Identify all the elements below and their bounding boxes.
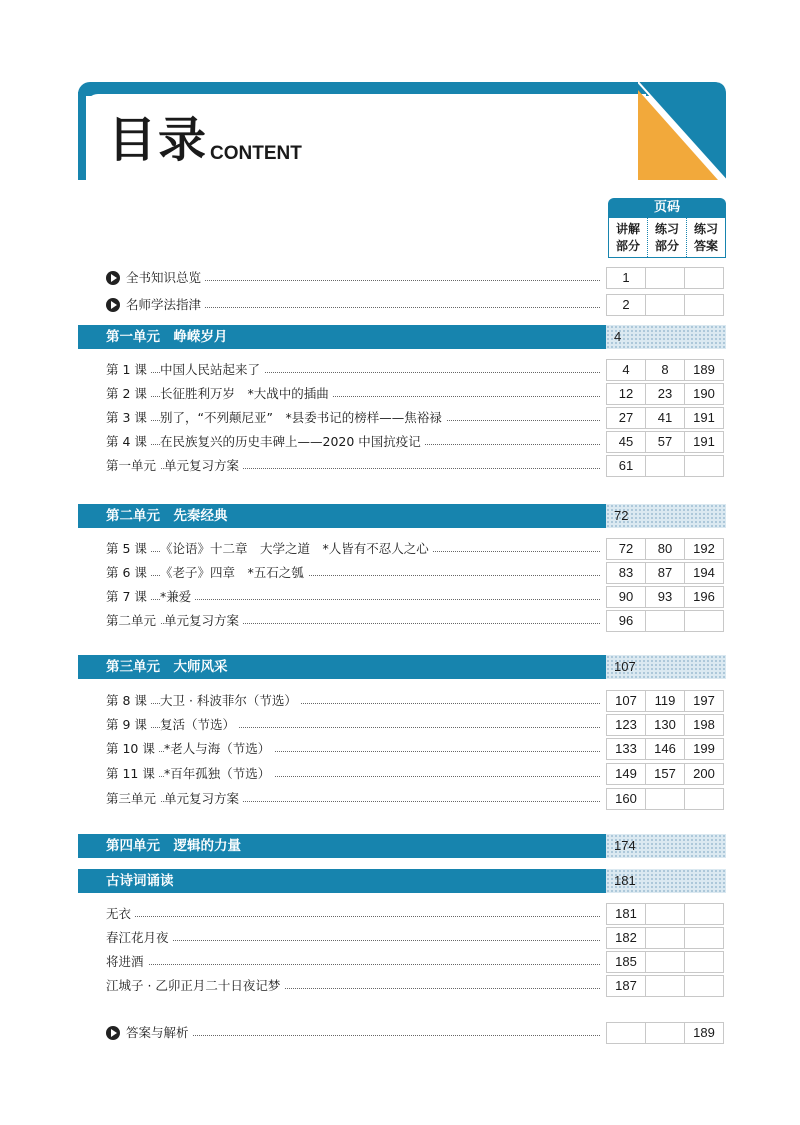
page-lecture: 1 bbox=[607, 268, 646, 288]
page-cells bbox=[606, 738, 724, 760]
page-answer: 189 bbox=[693, 1025, 715, 1040]
page-cells bbox=[606, 763, 724, 785]
lesson-number: 第 3 课 bbox=[106, 409, 151, 427]
toc-row[interactable] bbox=[78, 975, 726, 997]
dot-leader bbox=[138, 307, 600, 308]
lesson-title: 复活（节选） bbox=[160, 716, 239, 734]
poem-title: 江城子 · 乙卯正月二十日夜记梦 bbox=[106, 977, 284, 995]
toc-row[interactable] bbox=[78, 927, 726, 949]
page-practice: 119 bbox=[646, 691, 685, 711]
page-lecture: 83 bbox=[607, 563, 646, 583]
play-bullet-icon bbox=[106, 1026, 120, 1040]
unit-title: 第四单元 逻辑的力量 bbox=[78, 834, 606, 858]
poem-title: 无衣 bbox=[106, 905, 135, 923]
unit-page: 181 bbox=[606, 869, 726, 893]
page-number-header bbox=[608, 198, 726, 258]
unit-header-3[interactable] bbox=[78, 655, 726, 679]
lesson-title: 大卫 · 科波菲尔（节选） bbox=[160, 692, 301, 710]
unit-header-2[interactable] bbox=[78, 504, 726, 528]
toc-row[interactable] bbox=[78, 562, 726, 584]
page-cells bbox=[606, 1022, 724, 1044]
unit-title: 古诗词诵读 bbox=[78, 869, 606, 893]
page-lecture: 133 bbox=[607, 739, 646, 759]
dot-leader bbox=[108, 916, 600, 917]
lesson-title: 别了，“不列颠尼亚” *县委书记的榜样——焦裕禄 bbox=[160, 409, 446, 427]
toc-row[interactable] bbox=[78, 267, 726, 289]
lesson-title: 《论语》十二章 大学之道 *人皆有不忍人之心 bbox=[160, 540, 433, 558]
lesson-number: 第 6 课 bbox=[106, 564, 151, 582]
unit-page: 174 bbox=[606, 834, 726, 858]
page-lecture: 182 bbox=[607, 928, 646, 948]
page-practice bbox=[646, 789, 685, 809]
page-subtitle: CONTENT bbox=[210, 143, 302, 164]
toc-row[interactable] bbox=[78, 586, 726, 608]
page-lecture: 12 bbox=[607, 384, 646, 404]
page-lecture: 149 bbox=[607, 764, 646, 784]
lesson-number: 第 2 课 bbox=[106, 385, 151, 403]
page-cells bbox=[606, 562, 724, 584]
page-practice bbox=[646, 904, 685, 924]
toc-row[interactable] bbox=[78, 455, 726, 477]
lesson-title: 长征胜利万岁 *大战中的插曲 bbox=[160, 385, 333, 403]
lesson-title: *兼爱 bbox=[160, 588, 195, 606]
toc-row[interactable] bbox=[78, 359, 726, 381]
page-number-title: 页码 bbox=[608, 198, 726, 218]
poem-title: 春江花月夜 bbox=[106, 929, 173, 947]
page-answer: 192 bbox=[693, 541, 715, 556]
page-practice bbox=[646, 268, 685, 288]
page-practice: 57 bbox=[646, 432, 685, 452]
col-practice: 练习 部分 bbox=[648, 218, 687, 257]
toc-row[interactable] bbox=[78, 690, 726, 712]
dot-leader bbox=[108, 940, 600, 941]
dot-leader bbox=[108, 964, 600, 965]
page-cells bbox=[606, 903, 724, 925]
toc-row[interactable] bbox=[78, 951, 726, 973]
page-cells bbox=[606, 431, 724, 453]
page-answer bbox=[685, 295, 723, 315]
unit-title: 第一单元 峥嵘岁月 bbox=[78, 325, 606, 349]
unit-page: 4 bbox=[606, 325, 726, 349]
toc-label: 全书知识总览 bbox=[126, 269, 205, 287]
page-answer: 200 bbox=[693, 766, 715, 781]
page-practice: 41 bbox=[646, 408, 685, 428]
unit-header-1[interactable] bbox=[78, 325, 726, 349]
unit-page: 107 bbox=[606, 655, 726, 679]
page-answer: 194 bbox=[693, 565, 715, 580]
lesson-number: 第二单元 bbox=[106, 612, 160, 630]
toc-row[interactable] bbox=[78, 407, 726, 429]
lesson-title: *老人与海（节选） bbox=[164, 740, 274, 758]
page-lecture: 187 bbox=[607, 976, 646, 996]
page-practice: 23 bbox=[646, 384, 685, 404]
lesson-title: 中国人民站起来了 bbox=[160, 361, 264, 379]
toc-row[interactable] bbox=[78, 903, 726, 925]
page-practice: 80 bbox=[646, 539, 685, 559]
page-practice: 8 bbox=[646, 360, 685, 380]
page-lecture: 45 bbox=[607, 432, 646, 452]
dot-leader bbox=[138, 1035, 600, 1036]
page-practice bbox=[646, 456, 685, 476]
play-bullet-icon bbox=[106, 298, 120, 312]
page-answer bbox=[685, 952, 723, 972]
toc-row[interactable] bbox=[78, 1022, 726, 1044]
page-cells bbox=[606, 610, 724, 632]
page-cells bbox=[606, 951, 724, 973]
page-answer: 197 bbox=[693, 693, 715, 708]
lesson-title: 单元复习方案 bbox=[164, 790, 243, 808]
page-lecture: 123 bbox=[607, 715, 646, 735]
poem-title: 将进酒 bbox=[106, 953, 148, 971]
lesson-number: 第 5 课 bbox=[106, 540, 151, 558]
page-answer bbox=[685, 611, 723, 631]
page-lecture: 27 bbox=[607, 408, 646, 428]
lesson-title: 单元复习方案 bbox=[164, 457, 243, 475]
dot-leader bbox=[138, 280, 600, 281]
unit-header-poems[interactable] bbox=[78, 869, 726, 893]
toc-row[interactable] bbox=[78, 431, 726, 453]
page-practice: 146 bbox=[646, 739, 685, 759]
page-answer: 189 bbox=[693, 362, 715, 377]
lesson-number: 第 8 课 bbox=[106, 692, 151, 710]
col-answers: 练习 答案 bbox=[693, 222, 718, 253]
page-cells bbox=[606, 267, 724, 289]
page-answer: 190 bbox=[693, 386, 715, 401]
page-lecture: 181 bbox=[607, 904, 646, 924]
toc-row[interactable] bbox=[78, 738, 726, 760]
lesson-number: 第三单元 bbox=[106, 790, 160, 808]
page-answer: 191 bbox=[693, 410, 715, 425]
page-practice bbox=[646, 295, 685, 315]
lesson-title: 单元复习方案 bbox=[164, 612, 243, 630]
page-answer bbox=[685, 789, 723, 809]
page-lecture: 90 bbox=[607, 587, 646, 607]
page-answer bbox=[685, 928, 723, 948]
page-answer: 191 bbox=[693, 434, 715, 449]
page-practice bbox=[646, 928, 685, 948]
page-practice bbox=[646, 1023, 685, 1043]
lesson-number: 第一单元 bbox=[106, 457, 160, 475]
page-cells bbox=[606, 538, 724, 560]
page-practice: 87 bbox=[646, 563, 685, 583]
unit-header-4[interactable] bbox=[78, 834, 726, 858]
page-cells bbox=[606, 975, 724, 997]
unit-title: 第三单元 大师风采 bbox=[78, 655, 606, 679]
page-cells bbox=[606, 407, 724, 429]
page-lecture: 96 bbox=[607, 611, 646, 631]
page-cells bbox=[606, 788, 724, 810]
page-lecture: 160 bbox=[607, 789, 646, 809]
lesson-title: 在民族复兴的历史丰碑上——2020 中国抗疫记 bbox=[160, 433, 425, 451]
lesson-number: 第 4 课 bbox=[106, 433, 151, 451]
toc-label: 名师学法指津 bbox=[126, 296, 205, 314]
page-practice: 157 bbox=[646, 764, 685, 784]
page-cells bbox=[606, 455, 724, 477]
page-lecture: 4 bbox=[607, 360, 646, 380]
header-left-bar bbox=[78, 92, 86, 180]
page-answer: 198 bbox=[693, 717, 715, 732]
lesson-title: 《老子》四章 *五石之瓠 bbox=[160, 564, 308, 582]
page-cells bbox=[606, 927, 724, 949]
page-answer bbox=[685, 268, 723, 288]
page-practice bbox=[646, 611, 685, 631]
toc-row[interactable] bbox=[78, 538, 726, 560]
page-lecture: 2 bbox=[607, 295, 646, 315]
lesson-number: 第 1 课 bbox=[106, 361, 151, 379]
toc-row[interactable] bbox=[78, 763, 726, 785]
page-lecture bbox=[607, 1023, 646, 1043]
page-answer bbox=[685, 976, 723, 996]
page-answer: 196 bbox=[693, 589, 715, 604]
page-lecture: 107 bbox=[607, 691, 646, 711]
lesson-number: 第 10 课 bbox=[106, 740, 159, 758]
page-cells bbox=[606, 359, 724, 381]
page-answer bbox=[685, 456, 723, 476]
page-cells bbox=[606, 383, 724, 405]
lesson-number: 第 9 课 bbox=[106, 716, 151, 734]
toc-row[interactable] bbox=[78, 294, 726, 316]
page-practice bbox=[646, 952, 685, 972]
page-cells bbox=[606, 690, 724, 712]
play-bullet-icon bbox=[106, 271, 120, 285]
page-title: 目录 bbox=[108, 112, 209, 168]
col-lecture: 讲解 部分 bbox=[609, 218, 648, 257]
page-lecture: 72 bbox=[607, 539, 646, 559]
toc-label: 答案与解析 bbox=[126, 1024, 193, 1042]
page-practice bbox=[646, 976, 685, 996]
page-lecture: 61 bbox=[607, 456, 646, 476]
toc-row[interactable] bbox=[78, 788, 726, 810]
page-answer bbox=[685, 904, 723, 924]
toc-row[interactable] bbox=[78, 610, 726, 632]
page-lecture: 185 bbox=[607, 952, 646, 972]
page-answer: 199 bbox=[693, 741, 715, 756]
toc-row[interactable] bbox=[78, 714, 726, 736]
page-cells bbox=[606, 586, 724, 608]
unit-title: 第二单元 先秦经典 bbox=[78, 504, 606, 528]
lesson-number: 第 7 课 bbox=[106, 588, 151, 606]
page-cells bbox=[606, 714, 724, 736]
toc-row[interactable] bbox=[78, 383, 726, 405]
lesson-title: *百年孤独（节选） bbox=[164, 765, 274, 783]
page-practice: 130 bbox=[646, 715, 685, 735]
page-practice: 93 bbox=[646, 587, 685, 607]
corner-fold-decoration bbox=[638, 82, 726, 180]
unit-page: 72 bbox=[606, 504, 726, 528]
lesson-number: 第 11 课 bbox=[106, 765, 159, 783]
page-cells bbox=[606, 294, 724, 316]
